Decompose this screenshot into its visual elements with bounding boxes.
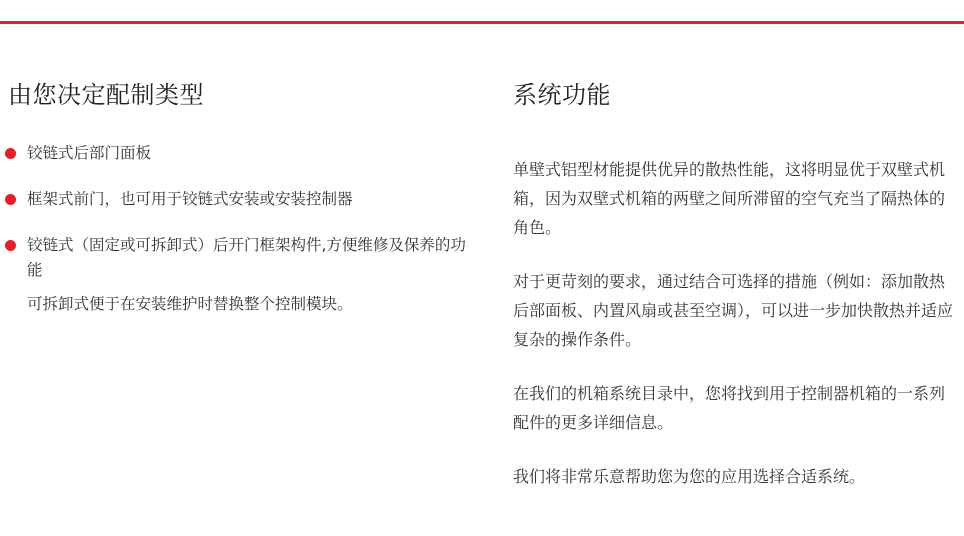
system-features-section <box>513 77 958 516</box>
system-features-heading: 系统功能 <box>513 81 611 109</box>
bullet-dot-icon <box>5 194 16 205</box>
top-divider <box>0 21 964 24</box>
list-item <box>8 233 468 317</box>
paragraph-optional-measures: 对于更苛刻的要求，通过结合可选择的措施（例如：添加散热后部面板、内置风扇或甚至空调），可以进一步加快散热并适应复杂的操作条件。 <box>513 272 954 349</box>
bullet-dot-icon <box>5 240 16 251</box>
list-item <box>8 141 468 166</box>
list-item-text: 铰链式（固定或可拆卸式）后开门框架构件,方便维修及保养的功能 <box>27 236 466 279</box>
list-item-text: 框架式前门，也可用于铰链式安装或安装控制器 <box>27 190 353 208</box>
list-item <box>8 187 468 212</box>
configuration-section <box>8 77 468 317</box>
paragraph-assistance: 我们将非常乐意帮助您为您的应用选择合适系统。 <box>513 467 866 486</box>
bullet-dot-icon <box>5 148 16 159</box>
paragraph-heat-dissipation: 单壁式铝型材能提供优异的散热性能，这将明显优于双壁式机箱，因为双壁式机箱的两壁之间所滞留的空气充当了隔热体的角色。 <box>513 160 946 237</box>
list-item-text: 铰链式后部门面板 <box>27 144 152 162</box>
configuration-heading: 由您决定配制类型 <box>8 81 204 109</box>
paragraph-catalog: 在我们的机箱系统目录中，您将找到用于控制器机箱的一系列配件的更多详细信息。 <box>513 384 946 432</box>
list-item-note: 可拆卸式便于在安装维护时替换整个控制模块。 <box>27 295 353 313</box>
configuration-list <box>8 141 468 317</box>
system-features-body <box>513 155 958 491</box>
